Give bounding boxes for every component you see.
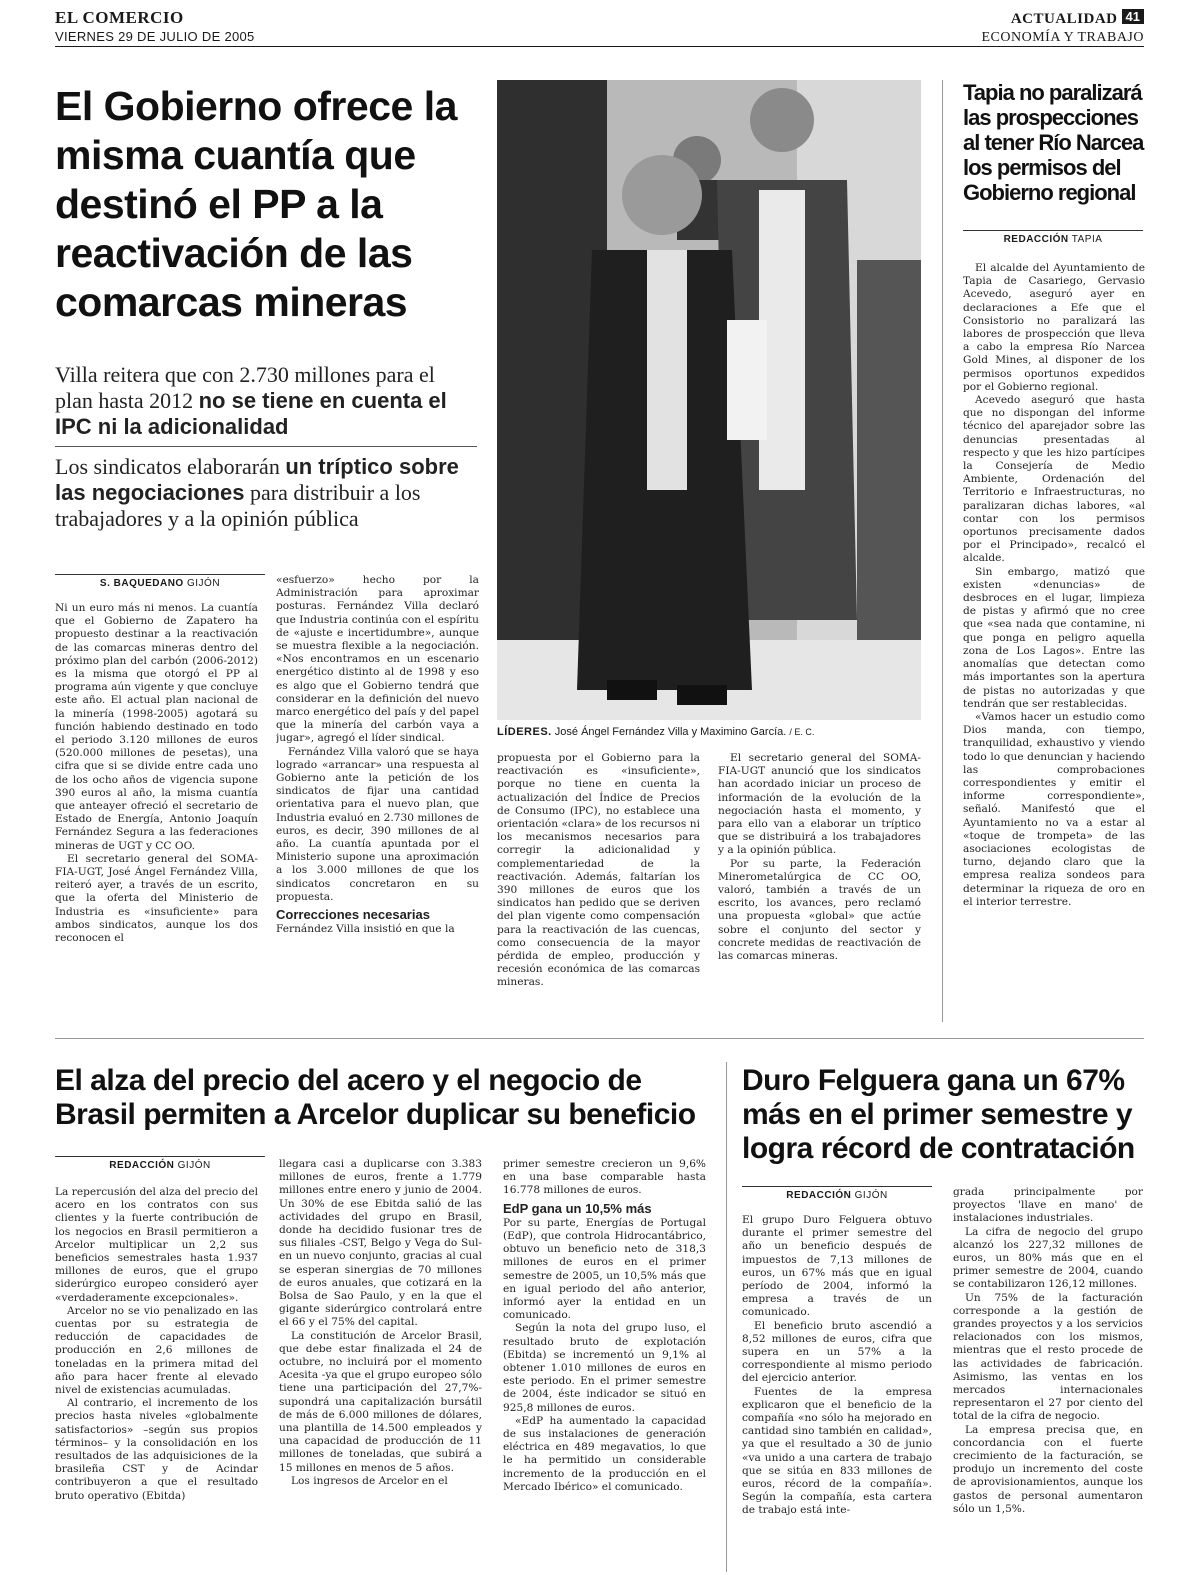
main-byline-name: S. BAQUEDANO (99, 578, 184, 589)
main-column-4 (718, 752, 921, 1022)
duro-byline-place: GIJÓN (854, 1190, 888, 1201)
paragraph: «EdP ha aumentado la capacidad de sus instalaciones de generación eléctrica en 489 megavatios, lo que le ha permitido un considerable incremento de la producción en el Mercado Ibérico» el comunicado. (503, 1414, 706, 1493)
deck-rule (55, 446, 477, 447)
main-deck-1-text: Villa reitera que con 2.730 millones para el plan hasta 2012 (55, 362, 435, 413)
paragraph: «Vamos hacer un estudio como Dios manda, con tiempo, tranquilidad, exhaustivo y viendo todo lo que denuncian y haciendo las comprobaciones correspondientes y emitir el informe correspondiente», señaló. Manifestó que el Ayuntamiento no va a estar al «toque de trompeta» de las asociaciones ecologistas de turno, dejando claro que la empresa realiza sondeos para determinar la riqueza de oro en el interior terrestre. (963, 710, 1145, 908)
subsection-name: ECONOMÍA Y TRABAJO (981, 30, 1144, 45)
paragraph: Por su parte, Energías de Portugal (EdP), que controla Hidrocantábrico, obtuvo un beneficio neto de 318,3 millones de euros en el primer semestre de 2005, un 10,5% más que en igual periodo del año anterior, informó ayer la entidad en un comunicado. (503, 1216, 706, 1322)
sidebar-byline-place: TAPIA (1071, 234, 1103, 245)
paragraph: Arcelor no se vio penalizado en las cuentas por su estrategia de reducción de capacidades de producción en 2,6 millones de toneladas en la primera mitad del año para hacer frente al elevado nivel de existencias acumuladas. (55, 1304, 258, 1397)
main-column-2 (276, 574, 479, 1022)
paragraph: Un 75% de la facturación corresponde a la gestión de grandes proyectos y a los servicios relacionados con los mismos, mientras que el resto procede de las actividades de fabricación. Asimismo, las ventas en los mercados internacionales representaron el 27 por ciento del total de la cifra de negocio. (953, 1291, 1143, 1423)
sidebar-column (963, 262, 1145, 1024)
paragraph: grada principalmente por proyectos 'llave en mano' de instalaciones industriales. (953, 1186, 1143, 1225)
paragraph: propuesta por el Gobierno para la reactivación es «insuficiente», porque no tiene en cuenta la actualización del Índice de Precios de Consumo (IPC), no establece una orientación «clara» de los recursos ni los mecanismos necesarios para corregir la adicionalidad y complementariedad de la reactivación. Además, faltarían los 390 millones de euros que los sindicatos han pedido que se deriven del plan vigente como compensación para la reactivación de las cuencas, como consecuencia de la mayor pérdida de empleo, producción y recesión económica de las comarcas mineras. (497, 752, 700, 989)
paragraph: Fuentes de la empresa explicaron que el beneficio de la compañía «no sólo ha mejorado en cantidad sino también en calidad», ya que el resultado a 30 de junio «va unido a una cartera de trabajo que se sitúa en 833 millones de euros, récord de la compañía». Según la compañía, esta cartera de trabajo está inte- (742, 1385, 932, 1517)
arcelor-headline: El alza del precio del acero y el negocio de Brasil permiten a Arcelor duplicar su beneficio (55, 1064, 696, 1131)
main-deck-1 (55, 362, 475, 440)
sidebar-divider (942, 80, 943, 1022)
arcelor-byline (55, 1156, 265, 1171)
main-deck-2-text-b: para distribuir a los trabajadores y a la opinión pública (55, 480, 421, 531)
section-header (982, 8, 1145, 46)
sidebar-byline-name: REDACCIÓN (1003, 234, 1069, 245)
arcelor-column-2 (279, 1158, 482, 1572)
main-column-3 (497, 752, 700, 1022)
newspaper-name: EL COMERCIO (55, 8, 184, 27)
paragraph: «esfuerzo» hecho por la Administración para aproximar posturas. Fernández Villa declaró que Industria continúa con el espíritu de «ajuste e incertidumbre», aunque se muestra flexible a la negociación. «Nos encontramos en un escenario energético distinto al de 1998 y eso es algo que el Gobierno tendrá que considerar en la definición del nuevo marco energético del país y del papel que la minería del carbón vaya a jugar», agregó el líder sindical. (276, 574, 479, 745)
duro-column-1 (742, 1214, 932, 1572)
paragraph: Según la nota del grupo luso, el resultado bruto de explotación (Ebitda) se incrementó un 9,1% al obtener 1.010 millones de euros en este periodo. En el primer semestre de 2004, éste indicador se situó en 925,8 millones de euros. (503, 1322, 706, 1414)
duro-divider (726, 1062, 727, 1572)
bottom-separator (55, 1038, 1144, 1039)
arcelor-byline-name: REDACCIÓN (109, 1160, 175, 1171)
paragraph: Al contrario, el incremento de los precios hasta niveles «globalmente satisfactorios» –según sus propios términos– y la consolidación en los resultados de las adquisiciones de la brasileña CST y de Acindar contribuyeron a que el resultado bruto operativo (Ebitda) (55, 1397, 258, 1502)
photo-credit: / E. C. (789, 727, 815, 737)
duro-column-2 (953, 1186, 1143, 1572)
arcelor-column-1 (55, 1186, 258, 1572)
photo-illustration (497, 80, 921, 720)
section-name: ACTUALIDAD (1010, 11, 1118, 27)
paragraph: Los ingresos de Arcelor en el (291, 1474, 448, 1487)
paragraph: Acevedo aseguró que hasta que no dispongan del informe técnico del aparejador sobre las denuncias presentadas al respecto y que les hizo partícipes la Consejería de Medio Ambiente, Ordenación del Territorio e Infraestructuras, no paralizaran dichas labores, «al contar con los permisos oportunos precisamente dados por el Principado», recalcó el alcalde. (963, 394, 1145, 565)
main-byline-place: GIJÓN (187, 578, 221, 589)
paragraph: Ni un euro más ni menos. La cuantía que el Gobierno de Zapatero ha propuesto destinar a la reactivación de las comarcas mineras dentro del próximo plan del carbón (2006-2012) es la misma que otorgó el PP al programa aún vigente y que concluye este año. El actual plan nacional de la minería (1998-2005) agotará su función habiendo destinado en todo el periodo 3.120 millones de euros (520.000 millones de pesetas), una cifra que si se divide entre cada uno de los ocho años de vigencia supone 390 euros al año, la misma cuantía que anteayer ofreció el secretario de Estado de Energía, Antonio Joaquín Fernández Segura a las federaciones mineras de UGT y CC OO. (55, 602, 258, 852)
paragraph: La repercusión del alza del precio del acero en los contratos con sus clientes y la fuerte contribución de los negocios en Brasil permitieron a Arcelor multiplicar un 2,2 sus beneficios semestrales hasta 1.937 millones de euros, que el grupo siderúrgico europeo consideró ayer «verdaderamente excepcionales». (55, 1186, 258, 1304)
paragraph: El secretario general del SOMA-FIA-UGT, José Ángel Fernández Villa, reiteró ayer, a través de un escrito, que la oferta del Ministerio de Industria es «insuficiente» para ambos sindicatos, aunque los dos reconocen el (55, 852, 258, 945)
paragraph: La empresa precisa que, en concordancia con el fuerte crecimiento de la facturación, se produjo un incremento del coste de aprovisionamientos, aunque los gastos de personal aumentaron sólo un 1,5%. (953, 1423, 1143, 1515)
paragraph: El alcalde del Ayuntamiento de Tapia de Casariego, Gervasio Acevedo, aseguró ayer en declaraciones a Efe que el Consistorio no paralizará las labores de prospección que lleva a cabo la empresa Río Narcea Gold Mines, al disponer de los permisos oportunos expedidos por el Gobierno regional. (963, 262, 1145, 393)
main-deck-2-text-a: Los sindicatos elaborarán (55, 454, 286, 479)
caption-label: LÍDERES. (497, 726, 552, 738)
page-number: 41 (1122, 9, 1144, 24)
duro-headline: Duro Felguera gana un 67% más en el primer semestre y logra récord de contratación (742, 1064, 1135, 1165)
subhead-edp: EdP gana un 10,5% más (503, 1200, 652, 1216)
subhead-correcciones: Correcciones necesarias (276, 907, 430, 923)
main-deck-2 (55, 454, 480, 532)
paragraph: El beneficio bruto ascendió a 8,52 millones de euros, cifra que supera en un 57% a la correspondiente al mismo periodo del ejercicio anterior. (742, 1319, 932, 1385)
masthead (55, 8, 255, 44)
paragraph: primer semestre crecieron un 9,6% en una base comparable hasta 16.778 millones de euros. (503, 1158, 706, 1197)
paragraph: La constitución de Arcelor Brasil, que debe estar finalizada el 24 de octubre, no incluirá por el momento Acesita -ya que el grupo europeo sólo tiene una participación del 27,7%- supondrá una capitalización bursátil de más de 6.000 millones de dólares, una plantilla de 14.500 empleados y una capacidad de producción de 11 millones de toneladas, que subirá a 15 millones en menos de 5 años. (279, 1329, 482, 1474)
caption-text: José Ángel Fernández Villa y Maximino García. (554, 726, 787, 738)
duro-byline-name: REDACCIÓN (786, 1190, 852, 1201)
arcelor-byline-place: GIJÓN (177, 1160, 211, 1171)
paragraph: El secretario general del SOMA-FIA-UGT anunció que los sindicatos han acordado iniciar un proceso de información de la evolución de la negociación hasta el momento, y para ello van a elaborar un tríptico que se distribuirá a los trabajadores y a la opinión pública. (718, 752, 921, 857)
sidebar-headline: Tapia no paralizará las prospecciones al tener Río Narcea los permisos del Gobierno regional (963, 80, 1144, 205)
main-column-1 (55, 602, 258, 1022)
paragraph: Por su parte, la Federación Minerometalúrgica de CC OO, valoró, también a través de un escrito, los avances, pero reclamó una propuesta «global» que actúe sobre el conjunto del sector y concrete medidas de reactivación de las comarcas mineras. (718, 857, 921, 963)
header-rule (55, 46, 1144, 47)
issue-date: VIERNES 29 DE JULIO DE 2005 (55, 29, 255, 44)
main-byline (55, 574, 265, 589)
sidebar-byline (963, 230, 1143, 245)
arcelor-column-3 (503, 1158, 706, 1572)
main-deck-1-bold: no se tiene en cuenta el IPC ni la adicionalidad (55, 388, 447, 439)
paragraph: Fernández Villa valoró que se haya logrado «arrancar» una respuesta al Gobierno ante la petición de los sindicatos de fijar una cantidad orientativa para el nuevo plan, que Industria evaluó en 2.730 millones de euros, es decir, 390 millones de al año. La cuantía apuntada por el Ministerio supone una aproximación a los 3.000 millones de que los sindicatos concretaron en su propuesta. (276, 745, 479, 903)
photo-leaders (497, 80, 921, 720)
paragraph: llegara casi a duplicarse con 3.383 millones de euros, frente a 1.779 millones entre enero y junio de 2004. Un 30% de ese Ebitda salió de las actividades del grupo en Brasil, donde ha decidido fusionar tres de sus filiales -CST, Belgo y Vega do Sul- en un nuevo conjunto, gracias al cual se esperan sinergias de 70 millones de euros anuales, que cotizará en la Bolsa de Sao Paulo, y en la que el gigante siderúrgico controlará entre el 66 y el 75% del capital. (279, 1158, 482, 1329)
paragraph: Sin embargo, matizó que existen «denuncias» de desbroces en el lugar, limpieza de pistas y afirmó que no cree que «sea nada que contamine, ni que ponga en peligro aquella zona de Los Lagos». Entre las anomalías que detectan como más importantes son la apertura de pistas no autorizadas y que tendrán que ser restablecidas. (963, 565, 1145, 710)
paragraph: El grupo Duro Felguera obtuvo durante el primer semestre del año un beneficio después de impuestos de 7,13 millones de euros, un 67% más que en igual período de 2004, informó la empresa a través de un comunicado. (742, 1214, 932, 1319)
main-headline: El Gobierno ofrece la misma cuantía que destinó el PP a la reactivación de las comarcas mineras (55, 83, 457, 325)
paragraph: La cifra de negocio del grupo alcanzó los 227,32 millones de euros, un 80% más que en el primer semestre de 2004, cuando se contabilizaron 126,12 millones. (953, 1225, 1143, 1291)
paragraph: Fernández Villa insistió en que la (276, 923, 455, 936)
photo-caption (497, 726, 921, 738)
duro-byline (742, 1186, 932, 1201)
main-deck-2-bold: un tríptico sobre las negociaciones (55, 454, 459, 505)
